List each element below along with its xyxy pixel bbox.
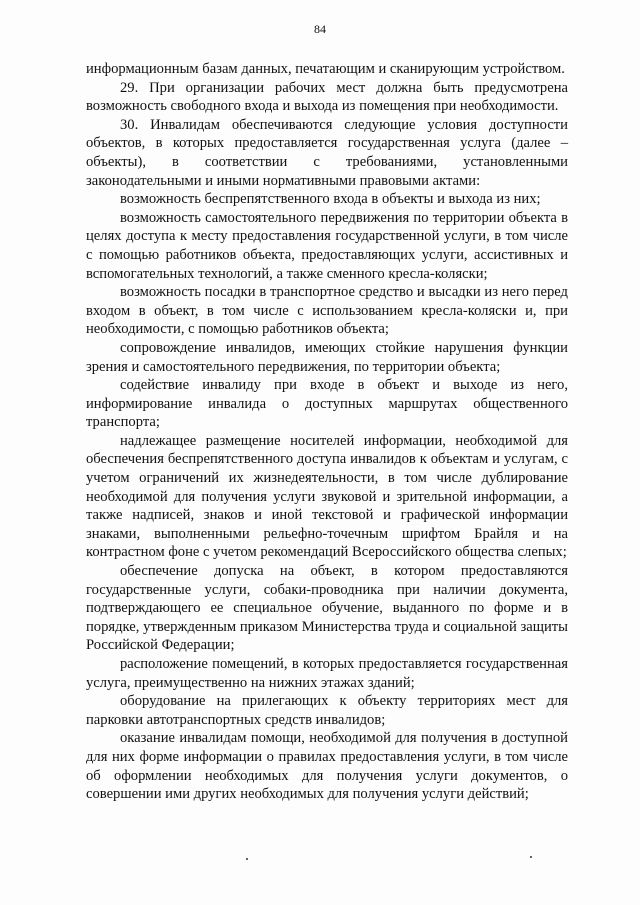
paragraph-continuation: информационным базам данных, печатающим и сканирующим устройством. <box>86 61 565 77</box>
condition-guide-dog: обеспечение допуска на объект, в котором предоставляются государственные услуги, собаки-проводника при наличии документа, подтверждающего ее специальное обучение, выданного по форме и в порядке, утвержденным приказом Министерства труда и социальной защиты Российской Федерации; <box>86 563 568 654</box>
condition-information-placement: надлежащее размещение носителей информации, необходимой для обеспечения беспрепятственного доступа инвалидов к объектам и услугам, с учетом ограничений их жизнедеятельности, в том числе дублирование необходимой для получения услуги звуковой и зрительной информации, а также надписей, знаков и иной текстовой и графической информации знаками, выполненными рельефно-точечным шрифтом Брайля и на контрастном фоне с учетом рекомендаций Всероссийского общества слепых; <box>86 432 568 561</box>
condition-assistance: оказание инвалидам помощи, необходимой для получения в доступной для них форме информации о правилах предоставления услуги, в том числе об оформлении необходимых для получения услуги документов, о совершении ими других необходимых для получения услуги действий; <box>86 730 568 803</box>
page-number: 84 <box>314 22 326 36</box>
scan-speck <box>530 856 532 858</box>
condition-entry-assistance: содействие инвалиду при входе в объект и выходе из него, информирование инвалида о доступных маршрутах общественного транспорта; <box>86 377 568 431</box>
paragraph-item-30: 30. Инвалидам обеспечиваются следующие условия доступности объектов, в которых предоставляется государственная услуга (далее – объекты), в соответствии с требованиями, установленными законодательными и иными нормативными правовыми актами: <box>86 116 568 189</box>
paragraph-item-29: 29. При организации рабочих мест должна быть предусмотрена возможность свободного входа и выхода из помещения при необходимости. <box>86 79 568 115</box>
scan-speck <box>246 858 248 860</box>
condition-vehicle-boarding: возможность посадки в транспортное средство и высадки из него перед входом в объект, в том числе с использованием кресла-коляски и, при необходимости, с помощью работников объекта; <box>86 284 568 338</box>
condition-independent-movement: возможность самостоятельного передвижения по территории объекта в целях доступа к месту предоставления государственной услуги, в том числе с помощью работников объекта, предоставляющих услуги, ассистивных и вспомогательных технологий, а также сменного кресла-коляски; <box>86 209 568 282</box>
condition-parking: оборудование на прилегающих к объекту территориях мест для парковки автотранспортных средств инвалидов; <box>86 693 568 728</box>
condition-premises-location: расположение помещений, в которых предоставляется государственная услуга, преимущественно на нижних этажах зданий; <box>86 656 568 691</box>
condition-escort: сопровождение инвалидов, имеющих стойкие нарушения функции зрения и самостоятельного передвижения, по территории объекта; <box>86 339 568 375</box>
condition-free-entry: возможность беспрепятственного входа в объекты и выхода из них; <box>120 191 541 208</box>
document-body <box>86 60 568 804</box>
